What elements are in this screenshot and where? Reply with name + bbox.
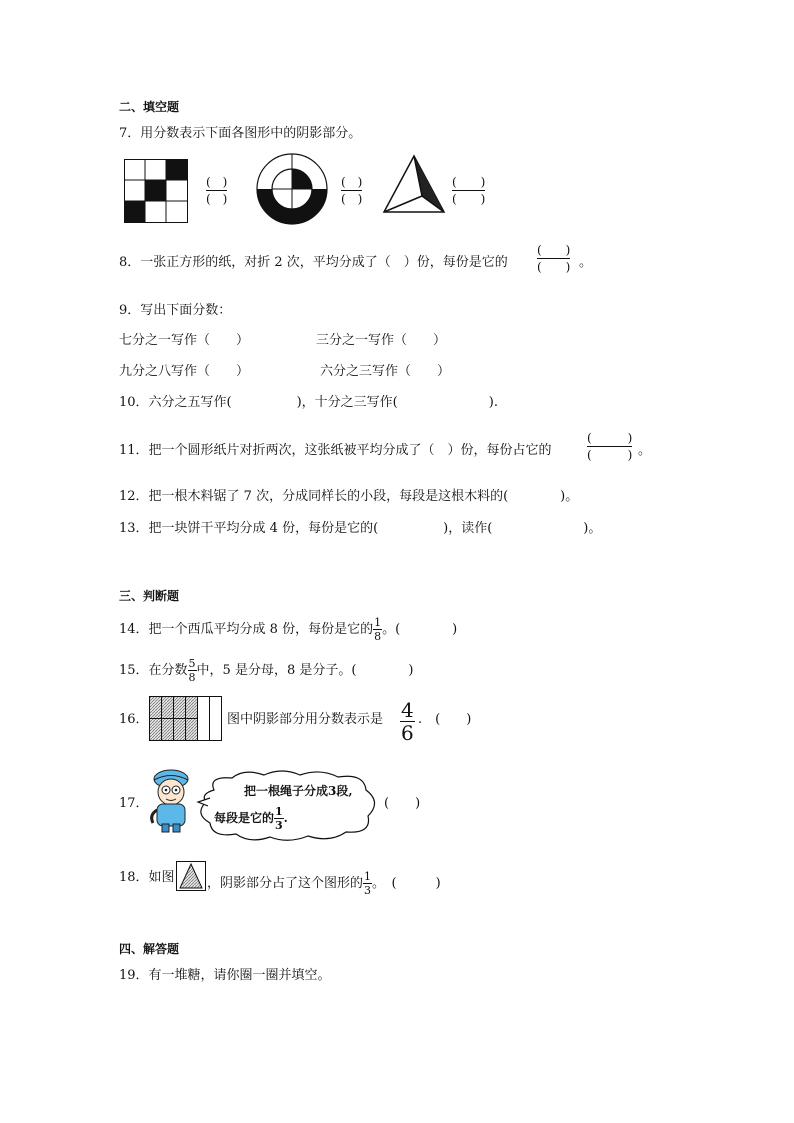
section-title-fill-blank: 二、填空题 <box>119 100 180 114</box>
numerator-blank: ( ) <box>537 243 571 257</box>
shaded-cell <box>166 159 187 180</box>
question-13: 13．把一块饼干平均分成 4 份，每份是它的( )，读作( )。 <box>119 521 602 536</box>
shaded-cell <box>124 201 145 222</box>
answer-fraction-blank[interactable] <box>537 244 570 273</box>
q9-item: 七分之一写作（ ） <box>119 333 250 348</box>
question-8: 8．一张正方形的纸，对折 2 次，平均分成了（ ）份，每份是它的 <box>119 255 508 270</box>
q9-item: 六分之三写作（ ） <box>320 364 451 379</box>
bubble-line-2: 每段是它的 $\frac{1}{3}$ . <box>214 805 288 832</box>
question-18-rest: ，阴影部分占了这个图形的 $\frac{1}{3}$ 。 ( ) <box>207 870 441 897</box>
denominator-blank: ( ) <box>452 192 486 206</box>
question-15: 15．在分数 $\frac{5}{8}$ 中，5 是分母，8 是分子。( ) <box>119 657 414 684</box>
grid-figure <box>124 159 188 223</box>
question-18: 18．如图 <box>119 870 175 885</box>
q9-item: 九分之八写作（ ） <box>119 364 250 379</box>
section-title-true-false: 三、判断题 <box>119 589 180 603</box>
question-10: 10．六分之五写作( )，十分之三写作( ). <box>119 395 498 410</box>
question-16-text: 图中阴影部分用分数表示是 <box>227 712 384 727</box>
triangle-in-square-figure <box>176 861 206 891</box>
rectangle-strip-figure <box>149 696 223 742</box>
period: 。 <box>638 443 652 458</box>
triangle-figure <box>382 154 446 216</box>
fraction-five-eighths: $\frac{5}{8}$ <box>188 657 196 684</box>
denominator-blank: ( ) <box>537 260 571 274</box>
answer-fraction-blank[interactable] <box>206 176 227 205</box>
numerator-blank: ( ) <box>452 175 486 189</box>
question-12: 12．把一根木料锯了 7 次，分成同样长的小段，每段是这根木料的( )。 <box>119 489 579 504</box>
fraction-four-sixths: $\frac{4}{6}$ <box>401 698 414 745</box>
question-11: 11．把一个圆形纸片对折两次，这张纸被平均分成了（ ）份，每份占它的 <box>119 443 552 458</box>
answer-fraction-blank[interactable] <box>341 176 362 205</box>
fraction-one-third: $\frac{1}{3}$ <box>364 870 372 897</box>
answer-fraction-blank[interactable] <box>587 432 632 461</box>
denominator-blank: ( ) <box>587 448 633 462</box>
boy-cartoon <box>147 768 195 834</box>
answer-fraction-blank[interactable] <box>452 176 485 205</box>
period: 。 <box>579 255 593 270</box>
denominator-blank: ( ) <box>206 192 228 206</box>
q9-item: 三分之一写作（ ） <box>316 333 447 348</box>
question-14: 14．把一个西瓜平均分成 8 份，每份是它的 $\frac{1}{8}$ 。( ) <box>119 616 458 643</box>
shaded-cell <box>145 180 166 201</box>
section-title-solve: 四、解答题 <box>119 942 180 956</box>
question-7: 7．用分数表示下面各图形中的阴影部分。 <box>119 126 362 141</box>
ring-figure <box>255 152 329 226</box>
fraction-one-third: $\frac{1}{3}$ <box>275 805 283 832</box>
numerator-blank: ( ) <box>587 431 633 445</box>
question-19: 19．有一堆糖，请你圈一圈并填空。 <box>119 968 331 983</box>
question-16-label: 16． <box>119 712 149 727</box>
numerator-blank: ( ) <box>341 175 363 189</box>
question-17-answer: ( ) <box>384 796 421 811</box>
question-9: 9．写出下面分数： <box>119 303 232 318</box>
question-16-answer: . ( ) <box>418 712 472 727</box>
denominator-blank: ( ) <box>341 192 363 206</box>
bubble-line-1: 把一根绳子分成3段, <box>244 784 353 798</box>
numerator-blank: ( ) <box>206 175 228 189</box>
question-17-label: 17． <box>119 796 149 811</box>
fraction-one-eighth: $\frac{1}{8}$ <box>374 616 382 643</box>
